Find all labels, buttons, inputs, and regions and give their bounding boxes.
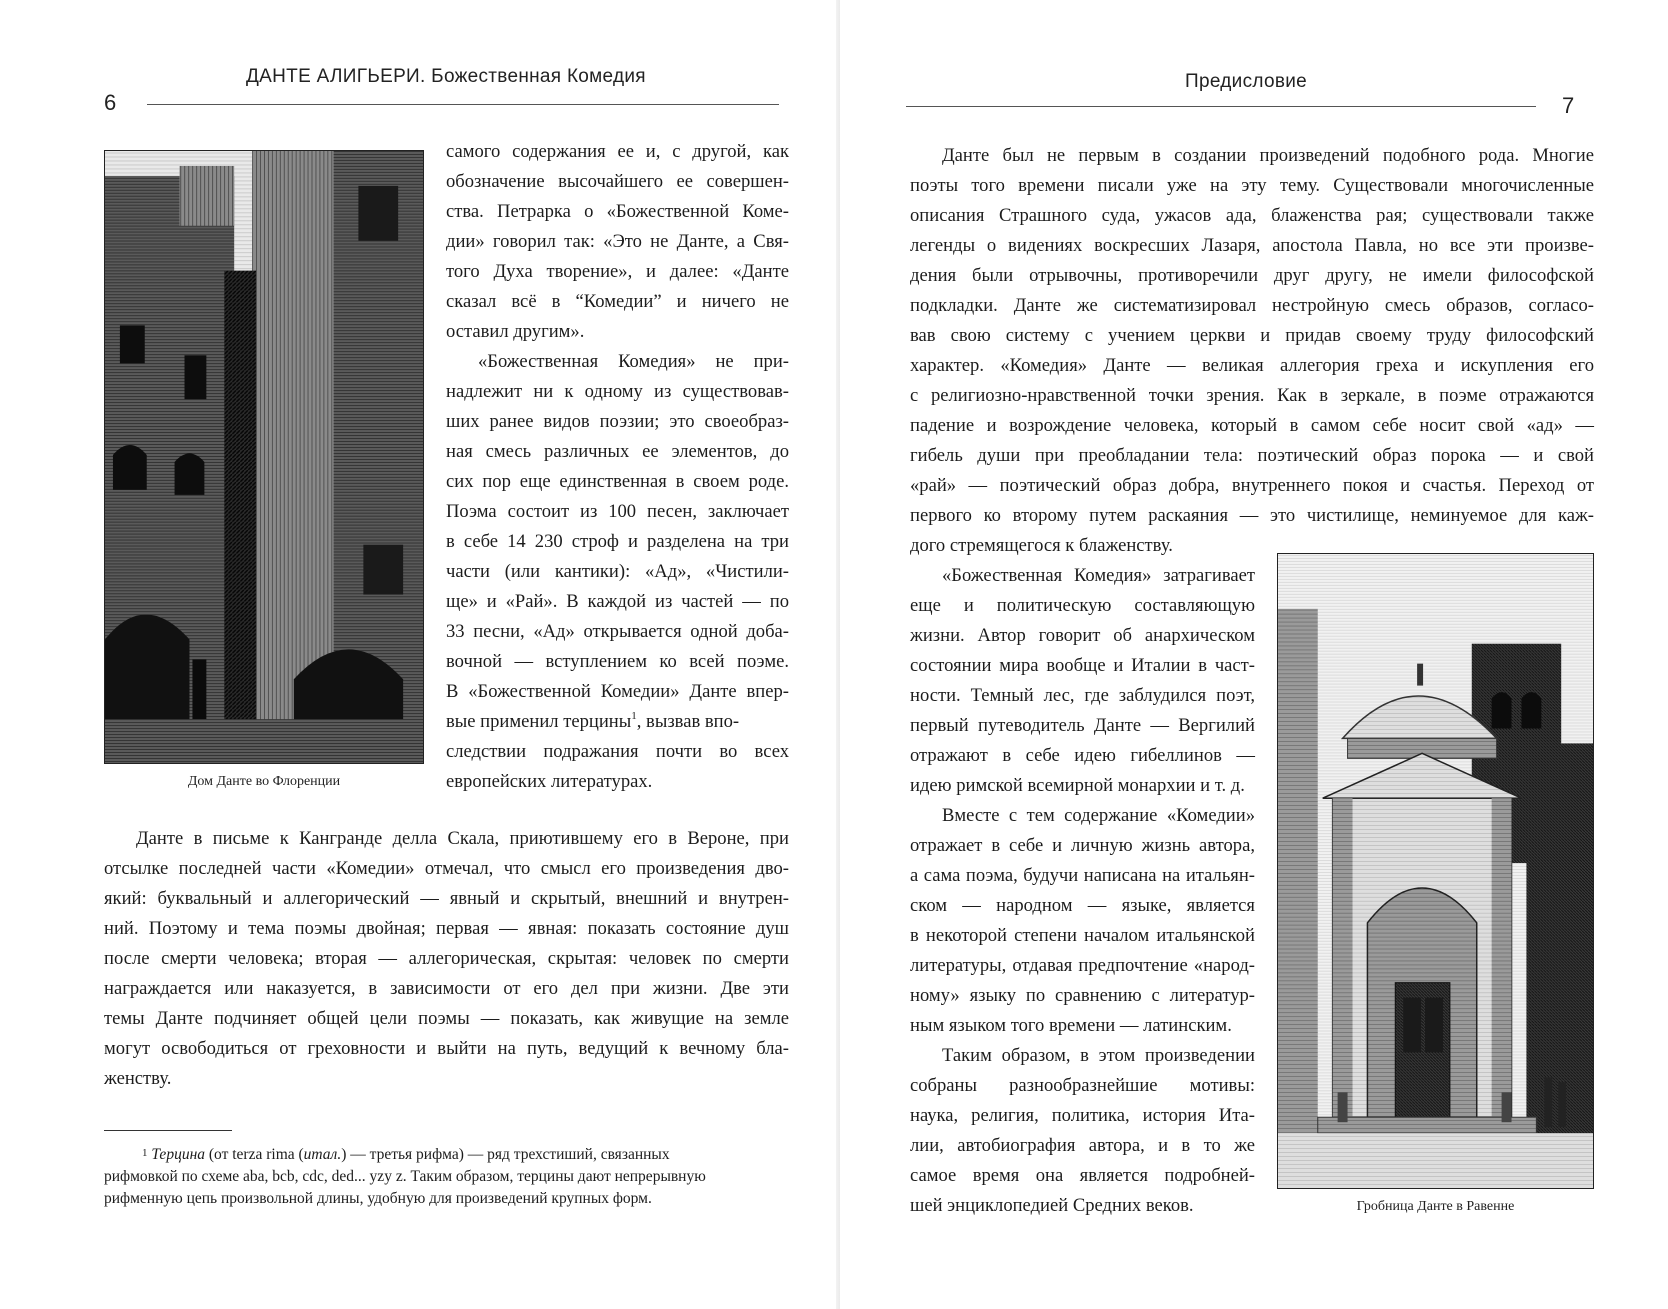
text-line: ным языком того времени — латинским. [910, 1015, 1232, 1036]
text-line: Таким образом, в этом произведении [942, 1045, 1255, 1066]
text-line: в некоторой степени началом итальянской [910, 925, 1255, 946]
text-line: в себе 14 230 строф и разделена на три [446, 531, 789, 552]
text-line: «Божественная Комедия» не при- [478, 351, 789, 372]
footnote-number: 1 [142, 1147, 148, 1159]
text-line: подкладки. Данте же систематизировал нестройную смесь образов, согласо- [910, 295, 1594, 316]
text-line: идею римской всемирной монархии и т. д. [910, 775, 1245, 796]
text-line: собраны разнообразнейшие мотивы: [910, 1075, 1255, 1096]
running-head-left [246, 66, 646, 88]
text-line: падение и возрождение человека, который в самом себе носит свой «ад» — [910, 415, 1594, 436]
text-line: наука, религия, политика, история Ита- [910, 1105, 1255, 1126]
right-body-paragraph [910, 141, 1594, 561]
figure-ravenna-tomb [1277, 553, 1594, 1189]
text-line: ная смесь различных ее элементов, до [446, 441, 789, 462]
text-line: женству. [104, 1068, 172, 1089]
page-number-right: 7 [1562, 93, 1575, 118]
text-line: сих пор еще единственная в своем роде. [446, 471, 789, 492]
text-line: характер. «Комедия» Данте — великая аллегория греха и искупления его [910, 355, 1594, 376]
text-line: 33 песни, «Ад» открывается одной доба- [446, 621, 789, 642]
text-line: легенды о видениях воскресших Лазаря, апостола Павла, но все эти произве- [910, 235, 1594, 256]
footnote-text: ) — третья рифма) — ряд трехстиший, связанных [341, 1146, 670, 1163]
running-head-right: Предисловие [1185, 71, 1308, 92]
text-line: того Духа творение», и далее: «Данте [446, 261, 789, 282]
text-line: ском — народном — языке, является [910, 895, 1255, 916]
text-line: европейских литературах. [446, 771, 653, 792]
footnote-line: рифмовкой по схеме aba, bcb, cdc, ded... yzy z. Таким образом, терцины дают непрерывную [104, 1168, 706, 1185]
text-line: «рай» — поэтический образ добра, внутреннего покоя и счастья. Переход от [910, 475, 1594, 496]
text-line: вочной — вступлением ко всей поэме. [446, 651, 789, 672]
text-line: первый путеводитель Данте — Вергилий [910, 715, 1255, 736]
engraving-ravenna-tomb-icon [1278, 554, 1593, 1188]
figure-caption-right: Гробница Данте в Равенне [1356, 1199, 1515, 1214]
text-line: який: буквальный и аллегорический — явный и скрытый, внешний и внутрен- [104, 888, 789, 909]
footnote-ref: 1 [631, 710, 637, 722]
running-head-author: ДАНТЕ АЛИГЬЕРИ. [246, 66, 426, 87]
text-line: состоянии мира вообще и Италии в част- [910, 655, 1255, 676]
text-line: самое время она является подробней- [910, 1165, 1255, 1186]
text-line: могут освободиться от греховности и выйти на путь, ведущий к вечному бла- [104, 1038, 789, 1059]
page-number-left: 6 [104, 90, 117, 115]
text-line: литературы, отдавая предпочтение «народ- [910, 955, 1255, 976]
text-line: награждается или наказуется, в зависимости от его дел при жизни. Две эти [104, 978, 789, 999]
text-line: поэты того времени писали уже на эту тему. Существовали многочисленные [910, 175, 1594, 196]
text-line: вав свою систему с учением церкви и придав своему труду философский [910, 325, 1594, 346]
left-side-column [446, 137, 789, 797]
text-line: ний. Поэтому и тема поэмы двойная; первая — явная: показать состояние душ [104, 918, 789, 939]
footnote-text: (от terza rima ( [205, 1146, 304, 1163]
footnote-line [104, 1144, 789, 1166]
text-line: а сама поэма, будучи написана на итальян- [910, 865, 1255, 886]
text-line: гибель души при преобладании тела: поэтический образ порока — и свой [910, 445, 1594, 466]
text-line: В «Божественной Комедии» Данте впер- [446, 681, 789, 702]
text-line: лии, автобиография автора, и в то же [910, 1135, 1255, 1156]
text-line: после смерти человека; вторая — аллегорическая, скрытая: человек по смерти [104, 948, 789, 969]
header-rule-right [906, 106, 1536, 107]
text-line: отражает в себе и личную жизнь автора, [910, 835, 1255, 856]
text-line: дии» говорил так: «Это не Данте, а Свя- [446, 231, 789, 252]
footnote [104, 1144, 789, 1210]
text-line: дого стремящегося к блаженству. [910, 535, 1173, 556]
text-line: ному» языку по сравнению с литератур- [910, 985, 1255, 1006]
footnote-line: рифменную цепь произвольной длины, удобную для произведений крупных форм. [104, 1190, 652, 1207]
text-line: темы Данте подчиняет общей цели поэмы — показать, как живущие на земле [104, 1008, 789, 1029]
text-fragment: , вызвав впо- [636, 711, 740, 732]
text-line: шей энциклопедией Средних веков. [910, 1195, 1194, 1216]
text-line: обозначение высочайшего ее совершен- [446, 171, 789, 192]
left-body-paragraph [104, 824, 789, 1094]
text-line: ства. Петрарка о «Божественной Коме- [446, 201, 789, 222]
right-side-column [910, 561, 1255, 1221]
text-line: с религиозно-нравственной точки зрения. Как в зеркале, в поэме отражаются [910, 385, 1594, 406]
text-line: следствии подражания почти во всех [446, 741, 789, 762]
text-line: первого ко второму путем раскаяния — это чистилище, неминуемое для каж- [910, 505, 1594, 526]
text-line: ших ранее видов поэзии; это своеобраз- [446, 411, 789, 432]
text-line: надлежит ни к одному из существовав- [446, 381, 789, 402]
text-line: Данте был не первым в создании произведений подобного рода. Многие [942, 145, 1594, 166]
text-line: отражают в себе идею гибеллинов — [910, 745, 1255, 766]
text-line: Вместе с тем содержание «Комедии» [942, 805, 1255, 826]
footnote-term: Терцина [151, 1146, 206, 1163]
text-line: части (или кантики): «Ад», «Чистили- [446, 561, 789, 582]
running-head-title: Божественная Комедия [431, 66, 646, 87]
text-line-with-footnote [446, 707, 789, 737]
text-line: ще» и «Рай». В каждой из частей — по [446, 591, 789, 612]
text-fragment: вые применил терцины [446, 711, 632, 732]
figure-florence-house [104, 150, 424, 764]
text-line: самого содержания ее и, с другой, как [446, 141, 789, 162]
text-line: жизни. Автор говорит об анархическом [910, 625, 1255, 646]
text-line: «Божественная Комедия» затрагивает [942, 565, 1255, 586]
text-line: дения были отрывочны, противоречили друг другу, не имели философской [910, 265, 1594, 286]
right-page [840, 0, 1668, 1309]
text-line: еще и политическую составляющую [910, 595, 1255, 616]
text-line: отсылке последней части «Комедии» отмечал, что смысл его произведения дво- [104, 858, 789, 879]
text-line: описания Страшного суда, ужасов ада, блаженства рая; существовали также [910, 205, 1594, 226]
text-line: оставил другим». [446, 321, 585, 342]
figure-caption-left: Дом Данте во Флоренции [187, 774, 341, 789]
footnote-rule [104, 1130, 232, 1131]
text-line: Поэма состоит из 100 песен, заключает [446, 501, 789, 522]
header-rule-left [147, 104, 779, 105]
text-line: Данте в письме к Кангранде делла Скала, приютившему его в Вероне, при [136, 828, 789, 849]
footnote-lang: итал. [303, 1146, 342, 1163]
text-line: сказал всё в “Комедии” и ничего не [446, 291, 789, 312]
engraving-florence-house-icon [105, 151, 423, 763]
text-line: ности. Темный лес, где заблудился поэт, [910, 685, 1255, 706]
